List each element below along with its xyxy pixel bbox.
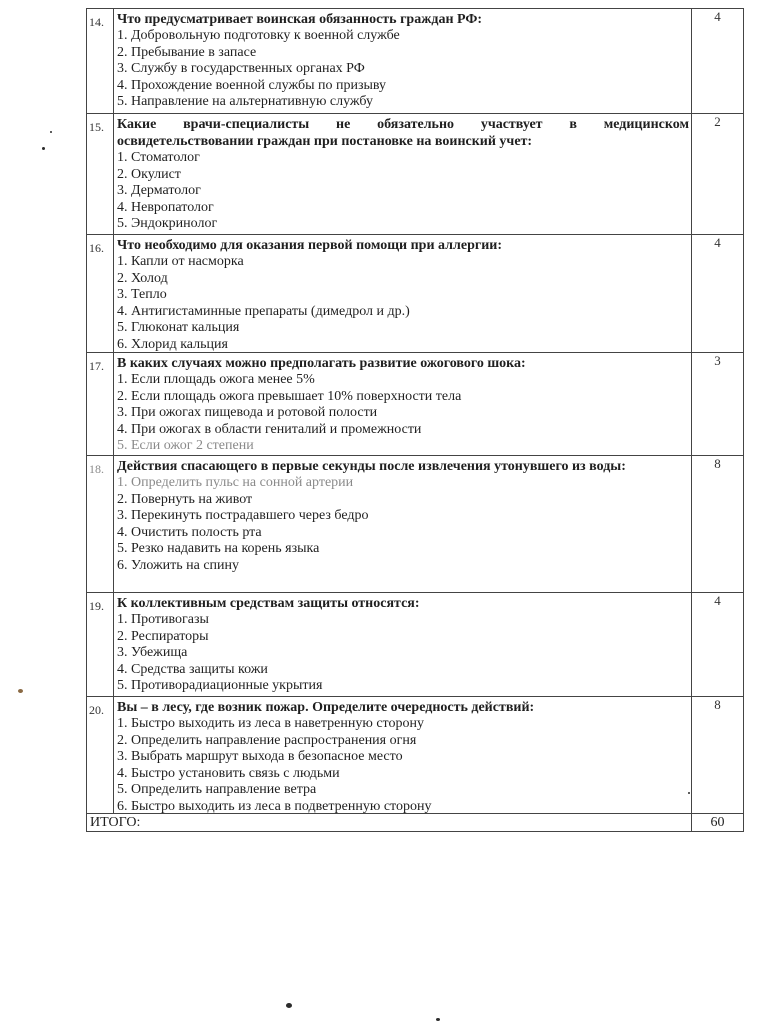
answer-list bbox=[117, 716, 689, 816]
question-number: 18. bbox=[87, 456, 114, 592]
question-content bbox=[114, 353, 692, 455]
answer-option: 4. Антигистаминные препараты (димедрол и др.) bbox=[117, 303, 410, 319]
answer-option: 4. Очистить полость рта bbox=[117, 524, 262, 540]
question-row bbox=[87, 593, 743, 697]
answer-option: 5. Направление на альтернативную службу bbox=[117, 94, 373, 110]
answer-option: 1. Стоматолог bbox=[117, 150, 200, 165]
answer-list bbox=[117, 254, 689, 354]
answer-option: 1. Если площадь ожога менее 5% bbox=[117, 372, 315, 387]
total-value: 60 bbox=[710, 815, 725, 830]
answer-option: 5. Противорадиационные укрытия bbox=[117, 678, 323, 694]
answer-list bbox=[117, 150, 689, 233]
answer-option: 3. Дерматолог bbox=[117, 183, 201, 199]
question-content bbox=[114, 235, 692, 352]
question-number: 15. bbox=[87, 114, 114, 234]
scan-speck bbox=[286, 1003, 292, 1008]
answer-option: 5. Эндокринолог bbox=[117, 216, 218, 232]
answer-option: 1. Капли от насморка bbox=[117, 254, 244, 269]
quiz-table bbox=[86, 8, 744, 832]
answer-list bbox=[117, 475, 689, 575]
answer-option: 6. Уложить на спину bbox=[117, 557, 240, 573]
question-title: Что предусматривает воинская обязанность граждан РФ: bbox=[117, 12, 483, 27]
question-number: 14. bbox=[87, 9, 114, 113]
answer-option: 5. Если ожог 2 степени bbox=[117, 438, 254, 454]
answer-option: 2. Определить направление распространения огня bbox=[117, 732, 417, 748]
question-row bbox=[87, 697, 743, 814]
question-content bbox=[114, 114, 692, 234]
answer-option: 6. Хлорид кальция bbox=[117, 336, 228, 352]
answer-option: 1. Определить пульс на сонной артерии bbox=[117, 475, 354, 490]
question-score: 4 bbox=[714, 593, 721, 608]
question-score: 4 bbox=[714, 235, 721, 250]
answer-option: 6. Быстро выходить из леса в подветренную сторону bbox=[117, 798, 432, 814]
answer-option: 4. При ожогах в области гениталий и промежности bbox=[117, 421, 422, 437]
question-score: 2 bbox=[714, 114, 721, 129]
question-number: 19. bbox=[87, 593, 114, 696]
answer-option: 4. Средства защиты кожи bbox=[117, 661, 268, 677]
question-number: 16. bbox=[87, 235, 114, 352]
total-row bbox=[87, 814, 743, 832]
answer-option: 5. Определить направление ветра bbox=[117, 782, 317, 798]
question-score: 3 bbox=[714, 353, 721, 368]
answer-list bbox=[117, 372, 689, 455]
answer-option: 5. Резко надавить на корень языка bbox=[117, 541, 320, 557]
answer-option: 3. Службу в государственных органах РФ bbox=[117, 61, 365, 77]
question-score: 8 bbox=[714, 697, 721, 712]
answer-list bbox=[117, 28, 689, 111]
question-title: Вы – в лесу, где возник пожар. Определите очередность действий: bbox=[117, 700, 535, 715]
question-row bbox=[87, 114, 743, 235]
question-title: Что необходимо для оказания первой помощи при аллергии: bbox=[117, 238, 503, 253]
question-title: К коллективным средствам защиты относятся: bbox=[117, 596, 420, 611]
question-row bbox=[87, 353, 743, 456]
answer-option: 4. Быстро установить связь с людьми bbox=[117, 765, 340, 781]
answer-option: 3. Убежища bbox=[117, 645, 188, 661]
question-number: 20. bbox=[87, 697, 114, 813]
question-title: Действия спасающего в первые секунды после извлечения утонувшего из воды: bbox=[117, 459, 626, 474]
question-title: В каких случаях можно предполагать развитие ожогового шока: bbox=[117, 356, 526, 371]
answer-option: 4. Невропатолог bbox=[117, 199, 214, 215]
question-row bbox=[87, 456, 743, 593]
answer-option: 4. Прохождение военной службы по призыву bbox=[117, 77, 387, 93]
question-score: 4 bbox=[714, 9, 721, 24]
question-content bbox=[114, 697, 692, 813]
answer-option: 2. Респираторы bbox=[117, 628, 209, 644]
question-content bbox=[114, 9, 692, 113]
answer-option: 5. Глюконат кальция bbox=[117, 320, 240, 336]
answer-option: 2. Пребывание в запасе bbox=[117, 44, 257, 60]
answer-option: 3. Перекинуть пострадавшего через бедро bbox=[117, 508, 369, 524]
scan-speck bbox=[688, 792, 690, 794]
answer-list bbox=[117, 612, 689, 695]
answer-option: 3. Выбрать маршрут выхода в безопасное место bbox=[117, 749, 403, 765]
scan-speck bbox=[18, 689, 23, 693]
scan-speck bbox=[50, 131, 52, 133]
answer-option: 2. Окулист bbox=[117, 166, 181, 182]
question-content bbox=[114, 593, 692, 696]
question-title: Какие врачи-специалисты не обязательно участвует в медицинском освидетельствовании граждан при постановке на воинский учет: bbox=[117, 117, 689, 149]
answer-option: 1. Противогазы bbox=[117, 612, 209, 627]
answer-option: 2. Если площадь ожога превышает 10% поверхности тела bbox=[117, 388, 462, 404]
question-score: 8 bbox=[714, 456, 721, 471]
answer-option: 3. Тепло bbox=[117, 287, 167, 303]
answer-option: 2. Повернуть на живот bbox=[117, 491, 253, 507]
answer-option: 2. Холод bbox=[117, 270, 168, 286]
scan-speck bbox=[436, 1018, 440, 1021]
question-number: 17. bbox=[87, 353, 114, 455]
scan-speck bbox=[42, 147, 45, 150]
question-content bbox=[114, 456, 692, 592]
answer-option: 3. При ожогах пищевода и ротовой полости bbox=[117, 405, 378, 421]
answer-option: 1. Быстро выходить из леса в наветренную сторону bbox=[117, 716, 424, 731]
answer-option: 1. Добровольную подготовку к военной службе bbox=[117, 28, 400, 43]
total-label: ИТОГО: bbox=[87, 814, 692, 831]
question-row bbox=[87, 235, 743, 353]
question-row bbox=[87, 9, 743, 114]
